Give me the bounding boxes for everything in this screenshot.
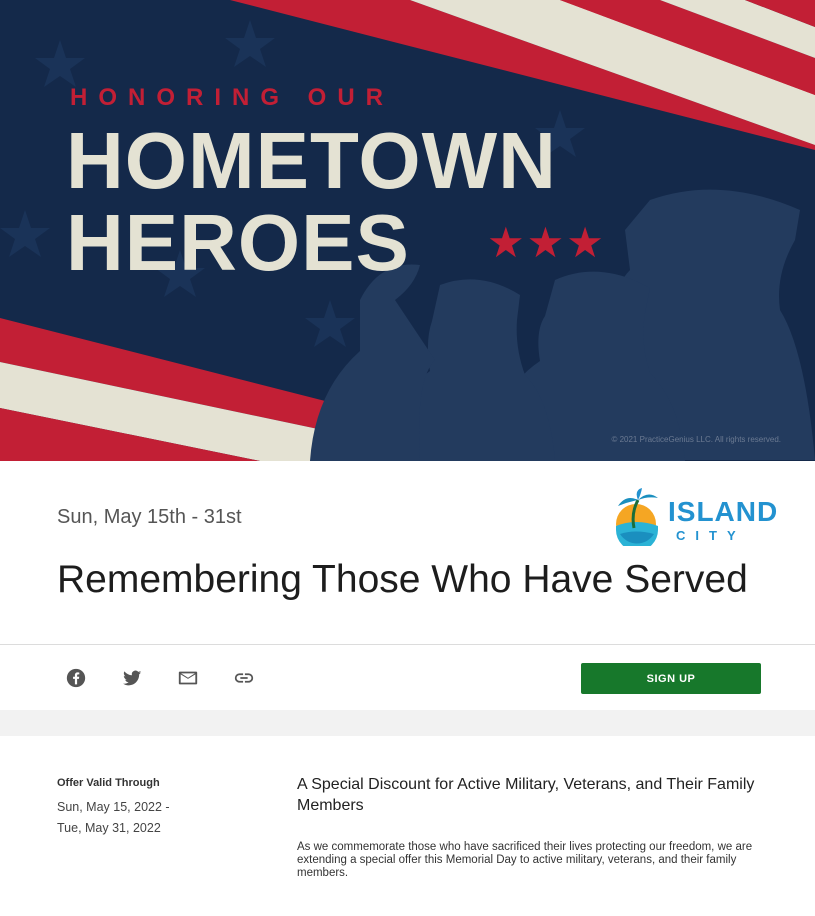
hero-headline [66,116,557,287]
logo-word-island: ISLAND [668,496,779,527]
twitter-icon[interactable] [121,667,143,689]
offer-description: As we commemorate those who have sacrificed their lives protecting our freedom, we are extending a special offer this Memorial Day to active military, veterans, and their family members. [297,841,753,879]
facebook-icon[interactable] [65,667,87,689]
section-divider [0,710,815,736]
offer-valid-from: Sun, May 15, 2022 - [57,800,170,814]
palm-island-icon [612,488,662,546]
offer-heading: A Special Discount for Active Military, Veterans, and Their Family Members [297,776,755,814]
hero-kicker: HONORING OUR [70,84,394,111]
stars-decoration: ★★★ [487,219,606,266]
sign-up-button[interactable]: SIGN UP [581,663,761,694]
event-date: Sun, May 15th - 31st [57,506,242,528]
island-city-logo[interactable] [612,488,779,548]
logo-word-city: CITY [676,528,746,543]
event-title: Remembering Those Who Have Served [57,558,748,601]
hero-headline-line1: HOMETOWN [66,116,557,205]
share-bar [0,644,815,710]
email-icon[interactable] [177,667,199,689]
offer-valid-to: Tue, May 31, 2022 [57,821,161,835]
copyright-notice: © 2021 PracticeGenius LLC. All rights reserved. [611,435,781,444]
offer-valid-label: Offer Valid Through [57,777,160,789]
link-icon[interactable] [233,667,255,689]
hero-headline-line2: HEROES [66,198,410,287]
